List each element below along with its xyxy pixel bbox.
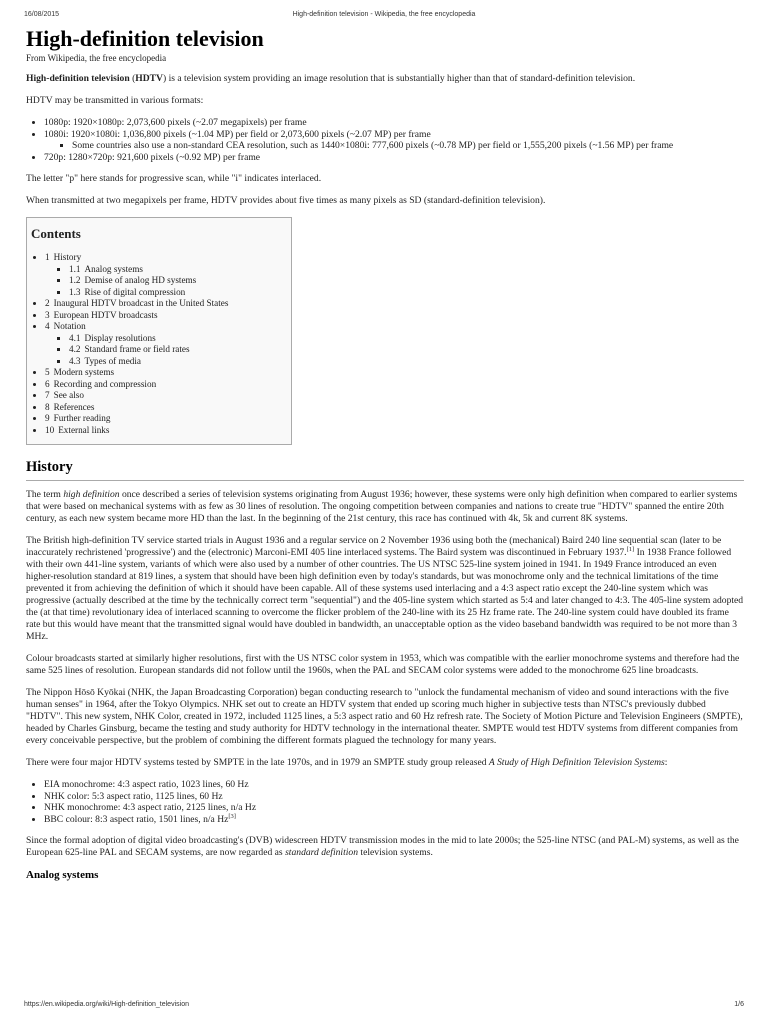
text-run: The term: [26, 489, 61, 500]
toc-item: [45, 298, 283, 310]
history-paragraph: [26, 489, 744, 525]
reference-link[interactable]: [1]: [626, 545, 635, 553]
text-run: Since the formal adoption of digital video broadcasting's (DVB) widescreen HDTV transmission modes in the mid to late 2000s; the 525-line NTSC (and PAL-M) systems, as well as the European 625-line PAL and SECAM systems, are now regarded as: [26, 835, 739, 858]
toc-number: 1.2: [69, 275, 81, 285]
toc-number: 2: [45, 298, 50, 308]
history-paragraph: [26, 535, 744, 643]
text-run: There were four major HDTV systems tested by SMPTE in the late 1970s, and in 1979 an SMPTE study group released: [26, 757, 487, 768]
toc-link[interactable]: [69, 287, 185, 297]
system-item: [44, 814, 744, 826]
system-item: • EIA monochrome: 4:3 aspect ratio, 1023 lines, 60 Hz: [44, 779, 744, 791]
intro-text: is a television system providing an image resolution that is substantially higher than that of standard-definition television.: [168, 73, 636, 84]
emphasis-text: standard definition: [285, 847, 359, 858]
toc-item: [45, 367, 283, 379]
toc-link[interactable]: [69, 344, 190, 354]
toc-number: 9: [45, 413, 50, 423]
toc-label: See also: [53, 390, 84, 400]
toc-label: Rise of digital compression: [84, 286, 186, 297]
toc-subitem: [69, 333, 283, 345]
toc-link[interactable]: [69, 264, 143, 274]
toc-label: Types of media: [84, 355, 141, 366]
toc-number: 1: [45, 252, 50, 262]
toc-item: [45, 425, 283, 437]
toc-link[interactable]: [45, 390, 84, 400]
toc-item: [45, 402, 283, 414]
toc-label: External links: [58, 424, 110, 435]
history-paragraph: [26, 757, 744, 769]
history-paragraph: [26, 835, 744, 859]
hdtv-systems-list: [26, 779, 744, 825]
toc-number: 5: [45, 367, 50, 377]
toc-link[interactable]: [45, 402, 94, 412]
text-run: BBC colour: 8:3 aspect ratio, 1501 lines, n/a Hz: [44, 813, 229, 825]
toc-link[interactable]: [69, 275, 196, 285]
toc-number: 1.1: [69, 263, 81, 274]
table-of-contents: [26, 217, 292, 445]
toc-number: 4.3: [69, 355, 81, 366]
text-run: In 1938 France followed with their own 441-line system, variants of which were also used by a number of other countries. The US NTSC 525-line system joined in 1941. In 1949 France introduced an even higher-resolution standard at 819 lines, a system that should have been high definition even by today's standards, but was monochrome only and the technical limitations of the time prevented it from achieving the definition of which it should have been capable. All of these systems used interlacing and a 4:3 aspect ratio except the 240-line system which was progressive (actually described at the time by the technically correct term "sequential") and the 405-line system which started as 5:4 and later changed to 4:3. The 405-line system adopted the (at that time) revolutionary idea of interlaced scanning to overcome the flicker problem of the 240-line with its 25 Hz frame rate. The 240-line system could have doubled its frame rate but this would have meant that the transmitted signal would have doubled in bandwidth, an unacceptable option as the video baseband bandwidth was required to be not more than 3 MHz.: [26, 547, 744, 642]
history-paragraph: Colour broadcasts started at similarly higher resolutions, first with the US NTSC color system in 1953, which was compatible with the earlier monochrome systems and therefore had the same 525 lines of resolution. European standards did not follow until the 1960s, when the PAL and SECAM color systems were added to the monochrome 625 line broadcasts.: [26, 653, 740, 676]
print-header: [24, 11, 744, 18]
toc-number: 4: [45, 321, 50, 331]
scan-note-paragraph: The letter "p" here stands for progressive scan, while "i" indicates interlaced.: [26, 173, 322, 184]
toc-number: 3: [45, 309, 50, 320]
toc-link[interactable]: [45, 321, 86, 331]
format-item-text: 1080i: 1920×1080i: 1,036,800 pixels (~1.04 MP) per field or 2,073,600 pixels (~2.07 MP) per frame: [44, 128, 431, 140]
toc-subitem: [69, 264, 283, 276]
print-footer: [24, 1001, 744, 1008]
subsection-heading-analog-systems: Analog systems: [26, 869, 99, 881]
toc-link[interactable]: [69, 356, 141, 366]
toc-subitem: [69, 356, 283, 368]
toc-label: European HDTV broadcasts: [53, 309, 158, 320]
toc-item: [45, 390, 283, 402]
toc-link[interactable]: [69, 333, 156, 343]
toc-link[interactable]: [45, 298, 228, 308]
intro-abbreviation: HDTV: [135, 73, 163, 84]
toc-subitem: [69, 275, 283, 287]
history-paragraph: The Nippon Hōsō Kyōkai (NHK, the Japan Broadcasting Corporation) began conducting research to "unlock the fundamental mechanism of video and sound interactions with the five human senses" in 1964, after the Tokyo Olympics. NHK set out to create an HDTV system that ended up scoring much higher in subjective tests than NTSC's previously dubbed "HDTV". This new system, NHK Color, created in 1972, included 1125 lines, a 5:3 aspect ratio and 60 Hz refresh rate. The Society of Motion Picture and Television Engineers (SMPTE), headed by Charles Ginsburg, became the testing and study authority for HDTV technology in the international theater. SMPTE would test HDTV systems from different companies from every conceivable perspective, but the problem of combining the different formats plagued the technology for many years.: [26, 687, 743, 746]
article-page: [26, 26, 744, 881]
intro-paragraph: High-definition television (HDTV) is a television system providing an image resolution that is substantially higher than that of standard-definition television.: [26, 73, 636, 84]
format-item: [44, 129, 744, 152]
print-date: 16/08/2015: [24, 11, 60, 18]
emphasis-text: A Study of High Definition Television Systems: [488, 757, 665, 768]
format-subitem: ▪ Some countries also use a non-standard CEA resolution, such as 1440×1080i: 777,600 pixels (~0.78 MP) per field or 1,555,200 pixels (~1.56 MP) per frame: [72, 140, 744, 152]
toc-link[interactable]: [45, 310, 158, 320]
toc-number: 8: [45, 401, 50, 412]
toc-list: [31, 252, 283, 436]
emphasis-text: high definition: [63, 489, 120, 500]
page-title: High-definition television: [26, 26, 264, 51]
toc-number: 4.2: [69, 344, 81, 354]
print-page-number: 1/6: [734, 1001, 744, 1008]
system-item: • NHK color: 5:3 aspect ratio, 1125 lines, 60 Hz: [44, 791, 744, 803]
toc-label: References: [53, 401, 95, 412]
toc-label: Notation: [53, 321, 86, 331]
megapixels-paragraph: When transmitted at two megapixels per frame, HDTV provides about five times as many pixels as SD (standard-definition television).: [26, 195, 546, 206]
toc-link[interactable]: [45, 413, 111, 423]
toc-label: Recording and compression: [53, 378, 157, 389]
toc-item: [45, 310, 283, 322]
toc-label: Modern systems: [53, 367, 115, 377]
toc-label: History: [53, 252, 82, 262]
toc-item: [45, 379, 283, 391]
reference-link[interactable]: [3]: [228, 812, 236, 820]
format-item: • 720p: 1280×720p: 921,600 pixels (~0.92 MP) per frame: [44, 152, 744, 164]
toc-label: Analog systems: [84, 263, 143, 274]
toc-number: 7: [45, 390, 50, 400]
print-doc-title: High-definition television - Wikipedia, the free encyclopedia: [292, 11, 476, 18]
text-run: :: [664, 757, 668, 768]
toc-link[interactable]: [45, 425, 109, 435]
toc-label: Further reading: [53, 413, 111, 423]
intro-bold-term: High-definition television: [26, 73, 130, 84]
toc-link[interactable]: [45, 367, 114, 377]
formats-list: [26, 117, 744, 163]
toc-number: 1.3: [69, 286, 81, 297]
text-run: once described a series of television systems originating from August 1936; however, these systems were only high definition when compared to earlier systems that were based on mechanical systems with as few as 30 lines of resolution. The ongoing competition between companies and nations to create true "HDTV" spanned the entire 20th century, as each new system became more HD than the last. In the beginning of the 21st century, this race has continued with 4k, 5k and current 8K systems.: [26, 489, 738, 524]
toc-label: Display resolutions: [84, 332, 156, 343]
toc-label: Standard frame or field rates: [84, 344, 190, 354]
format-item: • 1080p: 1920×1080p: 2,073,600 pixels (~2.07 megapixels) per frame: [44, 117, 744, 129]
toc-number: 4.1: [69, 332, 81, 343]
toc-label: Demise of analog HD systems: [84, 275, 197, 285]
page-tagline: From Wikipedia, the free encyclopedia: [26, 53, 167, 63]
toc-item: [45, 252, 283, 298]
toc-number: 6: [45, 378, 50, 389]
toc-link[interactable]: [45, 252, 81, 262]
print-url: https://en.wikipedia.org/wiki/High-definition_television: [24, 1001, 189, 1008]
toc-subitem: [69, 287, 283, 299]
text-run: The British high-definition TV service started trials in August 1936 and a regular service on 2 November 1936 using both the (mechanical) Baird 240 line sequential scan (later to be inaccurately rechristened 'progressive') and the (electronic) Marconi-EMI 405 line interlaced systems. The Baird system was discontinued in February 1937.: [26, 535, 722, 558]
toc-number: 10: [45, 424, 55, 435]
toc-title: Contents: [31, 226, 81, 241]
toc-label: Inaugural HDTV broadcast in the United States: [53, 298, 229, 308]
toc-subitem: [69, 344, 283, 356]
toc-link[interactable]: [45, 379, 156, 389]
toc-item: [45, 413, 283, 425]
section-heading-history: History: [26, 459, 744, 481]
toc-item: [45, 321, 283, 367]
system-item: • NHK monochrome: 4:3 aspect ratio, 2125 lines, n/a Hz: [44, 802, 744, 814]
formats-intro: HDTV may be transmitted in various formats:: [26, 95, 204, 106]
text-run: television systems.: [360, 847, 433, 858]
